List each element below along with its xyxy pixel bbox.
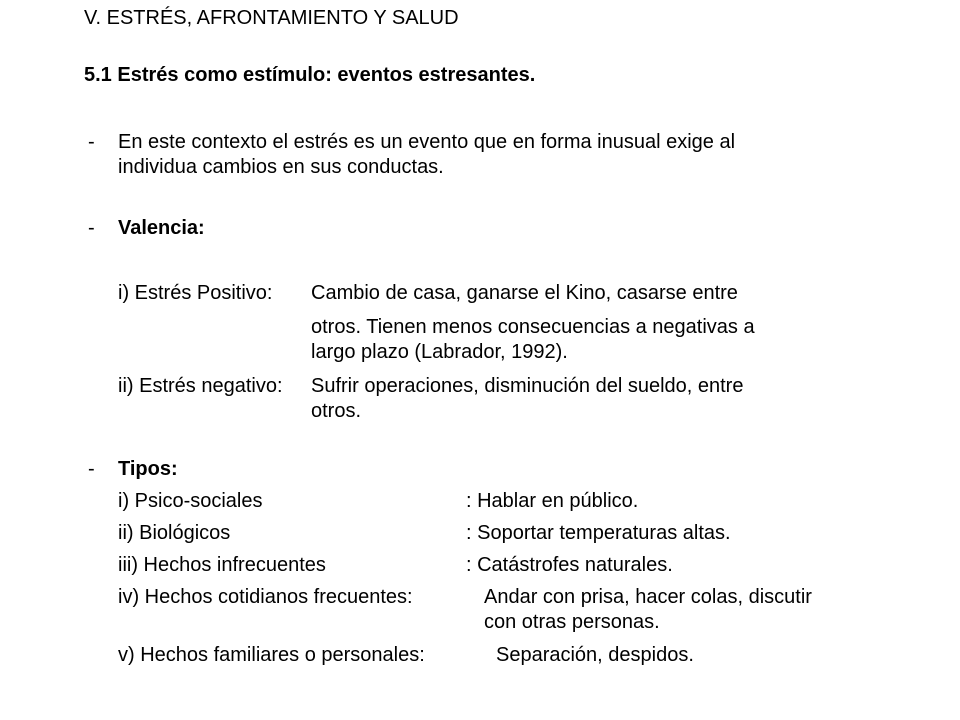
tipo-desc-continued: con otras personas. [484, 611, 660, 633]
valencia-label: Valencia: [118, 217, 205, 239]
tipo-desc: : Soportar temperaturas altas. [466, 522, 731, 544]
intro-line-2: individua cambios en sus conductas. [118, 156, 444, 178]
positive-line-1: Cambio de casa, ganarse el Kino, casarse entre [311, 282, 738, 304]
bullet-dash: - [88, 131, 95, 153]
tipo-desc: : Catástrofes naturales. [466, 554, 673, 576]
tipo-name: v) Hechos familiares o personales: [118, 644, 425, 666]
tipo-desc: : Hablar en público. [466, 490, 639, 512]
subheading: 5.1 Estrés como estímulo: eventos estresantes. [84, 64, 536, 86]
positive-line-2: otros. Tienen menos consecuencias a negativas a [311, 316, 755, 338]
positive-label: i) Estrés Positivo: [118, 282, 273, 304]
tipo-desc: Separación, despidos. [496, 644, 694, 666]
tipos-label: Tipos: [118, 458, 178, 480]
intro-line-1: En este contexto el estrés es un evento que en forma inusual exige al [118, 131, 736, 153]
tipo-name: i) Psico-sociales [118, 490, 263, 512]
tipo-name: iii) Hechos infrecuentes [118, 554, 326, 576]
negative-line-1: Sufrir operaciones, disminución del sueldo, entre [311, 375, 744, 397]
negative-label: ii) Estrés negativo: [118, 375, 283, 397]
bullet-dash: - [88, 217, 95, 239]
heading: V. ESTRÉS, AFRONTAMIENTO Y SALUD [84, 7, 459, 29]
tipo-name: iv) Hechos cotidianos frecuentes: [118, 586, 413, 608]
bullet-dash: - [88, 458, 95, 480]
tipo-name: ii) Biológicos [118, 522, 231, 544]
positive-line-3: largo plazo (Labrador, 1992). [311, 341, 568, 363]
tipo-desc: Andar con prisa, hacer colas, discutir [484, 586, 812, 608]
negative-line-2: otros. [311, 400, 362, 422]
